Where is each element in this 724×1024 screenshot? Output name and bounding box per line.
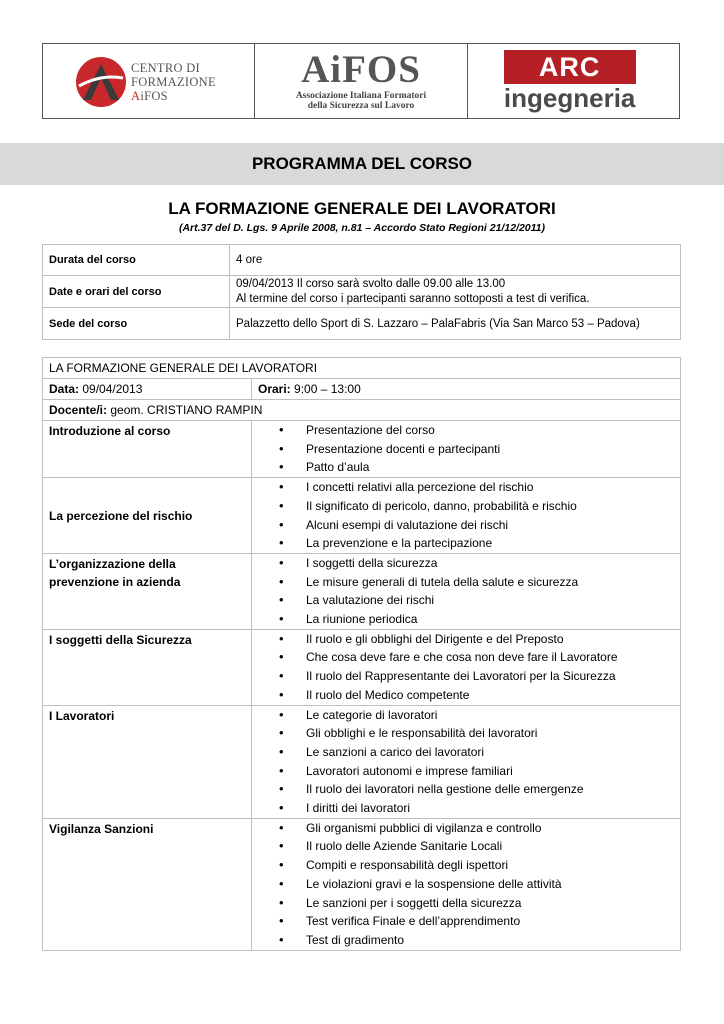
list-item: • La riunione periodica [258,610,674,629]
topic-items [252,421,681,478]
list-item: • Alcuni esempi di valutazione dei rischi [258,516,674,535]
list-item: • La valutazione dei rischi [258,591,674,610]
arc-mark: ARC [504,50,636,84]
topic-items [252,629,681,705]
durata-label: Durata del corso [43,245,230,276]
program-section-row [43,705,681,818]
list-item: • La prevenzione e la partecipazione [258,534,674,553]
orari-cell: Orari: 9:00 – 13:00 [252,379,681,400]
list-item: • I soggetti della sicurezza [258,554,674,573]
list-item: • Le violazioni gravi e la sospensione delle attività [258,875,674,894]
list-item: • Presentazione del corso [258,421,674,440]
sede-label: Sede del corso [43,308,230,340]
topic-vigilanza-sanzioni: Vigilanza Sanzioni [43,818,252,950]
program-section-row [43,818,681,950]
list-item: • Le categorie di lavoratori [258,706,674,725]
aifos-logo [255,44,467,118]
topic-percezione-rischio: La percezione del rischio [43,478,252,554]
centro-line2: FORMAZIONE [131,75,216,89]
list-item: • Il ruolo del Medico competente [258,686,674,705]
list-item: • Test verifica Finale e dell’apprendimento [258,912,674,931]
list-item: • Test di gradimento [258,931,674,950]
topic-introduzione: Introduzione al corso [43,421,252,478]
list-item: • I concetti relativi alla percezione del rischio [258,478,674,497]
topic-items [252,553,681,629]
list-item: • Gli organismi pubblici di vigilanza e controllo [258,819,674,838]
centro-line1: CENTRO DI [131,61,201,75]
centro-emblem-icon [75,56,127,108]
date-value: 09/04/2013 Il corso sarà svolto dalle 09.00 alle 13.00 Al termine del corso i partecipanti saranno sottoposti a test di verifica. [230,276,681,308]
arc-ingegneria-text: ingegneria [503,83,636,113]
topic-soggetti-sicurezza: I soggetti della Sicurezza [43,629,252,705]
course-subtitle: (Art.37 del D. Lgs. 9 Aprile 2008, n.81 – Accordo Stato Regioni 21/12/2011) [178,222,546,234]
aifos-title: AiFOS [301,48,421,91]
sede-value: Palazzetto dello Sport di S. Lazzaro – PalaFabris (Via San Marco 53 – Padova) [230,308,681,340]
program-header: LA FORMAZIONE GENERALE DEI LAVORATORI [43,358,681,379]
list-item: • Le misure generali di tutela della salute e sicurezza [258,573,674,592]
list-item: • Lavoratori autonomi e imprese familiari [258,762,674,781]
list-item: • Le sanzioni per i soggetti della sicurezza [258,894,674,913]
topic-organizzazione-prevenzione: L’organizzazione della prevenzione in azienda [43,553,252,629]
program-section-row [43,478,681,554]
list-item: • Patto d’aula [258,458,674,477]
list-item: • Che cosa deve fare e che cosa non deve fare il Lavoratore [258,648,674,667]
data-cell: Data: 09/04/2013 [43,379,252,400]
course-title: LA FORMAZIONE GENERALE DEI LAVORATORI [168,199,556,218]
program-table [42,357,681,951]
list-item: • Il ruolo del Rappresentante dei Lavoratori per la Sicurezza [258,667,674,686]
program-section-row [43,629,681,705]
list-item: • Compiti e responsabilità degli ispettori [258,856,674,875]
topic-lavoratori: I Lavoratori [43,705,252,818]
topic-items [252,818,681,950]
topic-items [252,478,681,554]
list-item: • Il significato di pericolo, danno, probabilità e rischio [258,497,674,516]
program-section-row [43,553,681,629]
docente-cell: Docente/i: geom. CRISTIANO RAMPIN [43,400,681,421]
list-item: • I diritti dei lavoratori [258,799,674,818]
date-label: Date e orari del corso [43,276,230,308]
list-item: • Il ruolo delle Aziende Sanitarie Locali [258,837,674,856]
topic-items [252,705,681,818]
list-item: • Le sanzioni a carico dei lavoratori [258,743,674,762]
list-item: • Gli obblighi e le responsabilità dei lavoratori [258,724,674,743]
durata-value: 4 ore [230,245,681,276]
list-item: • Il ruolo dei lavoratori nella gestione delle emergenze [258,780,674,799]
list-item: • Presentazione docenti e partecipanti [258,440,674,459]
centro-formazione-logo [43,44,255,118]
programma-banner: PROGRAMMA DEL CORSO [0,143,724,185]
program-section-row [43,421,681,478]
course-info-table [42,244,681,340]
centro-line3: AiFOS [131,89,168,103]
list-item: • Il ruolo e gli obblighi del Dirigente e del Preposto [258,630,674,649]
aifos-subtitle: Associazione Italiana Formatori della Sicurezza sul Lavoro [295,91,427,111]
arc-ingegneria-logo [468,44,679,118]
logo-header [42,43,680,119]
